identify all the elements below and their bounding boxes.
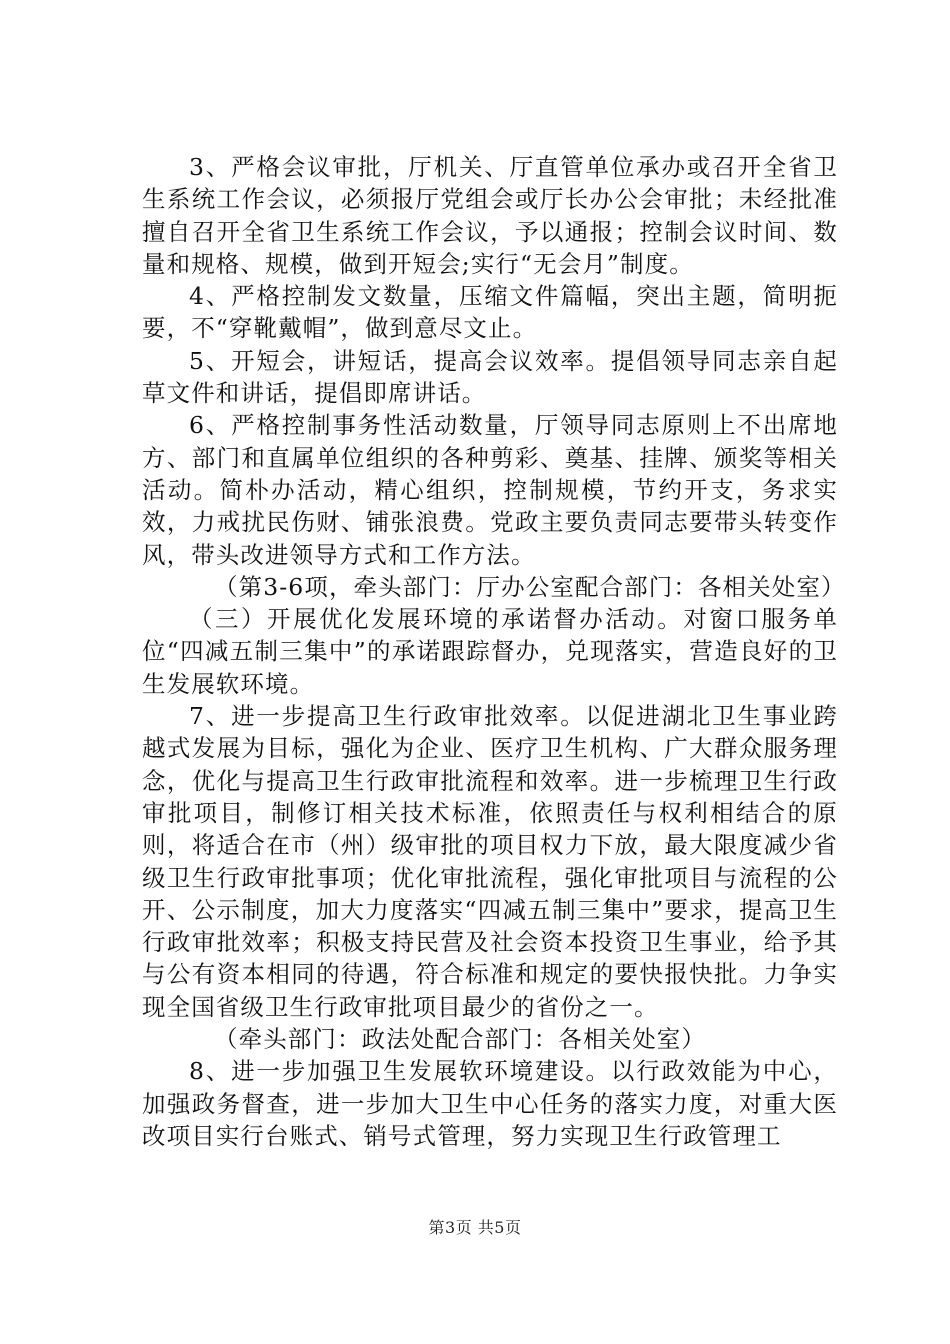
- responsibility-note-7: （牵头部门：政法处配合部门：各相关处室）: [214, 1025, 706, 1054]
- page-number-footer: 第3页 共5页: [428, 1218, 522, 1237]
- paragraph-item-5: 5、开短会，讲短话，提高会议效率。提倡领导同志亲自起草文件和讲话，提倡即席讲话。: [142, 346, 838, 408]
- paragraph-item-3: 3、严格会议审批，厅机关、厅直管单位承办或召开全省卫生系统工作会议，必须报厅党组会或厅长办公会审批；未经批准擅自召开全省卫生系统工作会议，予以通报；控制会议时间、数量和规格、规模，做到开短会;实行“无会月”制度。: [142, 153, 838, 278]
- section-heading-3: （三）开展优化发展环境的承诺督办活动。对窗口服务单位“四减五制三集中”的承诺跟踪督办，兑现落实，营造良好的卫生发展软环境。: [142, 605, 838, 698]
- paragraph-item-7: 7、进一步提高卫生行政审批效率。以促进湖北卫生事业跨越式发展为目标，强化为企业、医疗卫生机构、广大群众服务理念，优化与提高卫生行政审批流程和效率。进一步梳理卫生行政审批项目，制修订相关技术标准，依照责任与权利相结合的原则，将适合在市（州）级审批的项目权力下放，最大限度减少省级卫生行政审批事项；优化审批流程，强化审批项目与流程的公开、公示制度，加大力度落实“四减五制三集中”要求，提高卫生行政审批效率；积极支持民营及社会资本投资卫生事业，给予其与公有资本相同的待遇，符合标准和规定的要快报快批。力争实现全国省级卫生行政审批项目最少的省份之一。: [142, 702, 838, 1021]
- document-body: [142, 151, 846, 1152]
- paragraph-item-8: 8、进一步加强卫生发展软环境建设。以行政效能为中心，加强政务督查，进一步加大卫生中心任务的落实力度，对重大医改项目实行台账式、销号式管理，努力实现卫生行政管理工: [142, 1057, 838, 1150]
- paragraph-item-6: 6、严格控制事务性活动数量，厅领导同志原则上不出席地方、部门和直属单位组织的各种剪彩、奠基、挂牌、颁奖等相关活动。简朴办活动，精心组织，控制规模，节约开支，务求实效，力戒扰民伤财、铺张浪费。党政主要负责同志要带头转变作风，带头改进领导方式和工作方法。: [142, 411, 838, 569]
- paragraph-item-4: 4、严格控制发文数量，压缩文件篇幅，突出主题，简明扼要，不“穿靴戴帽”，做到意尽文止。: [142, 282, 838, 343]
- responsibility-note-3-6: （第3-6项，牵头部门：厅办公室配合部门：各相关处室）: [214, 572, 846, 601]
